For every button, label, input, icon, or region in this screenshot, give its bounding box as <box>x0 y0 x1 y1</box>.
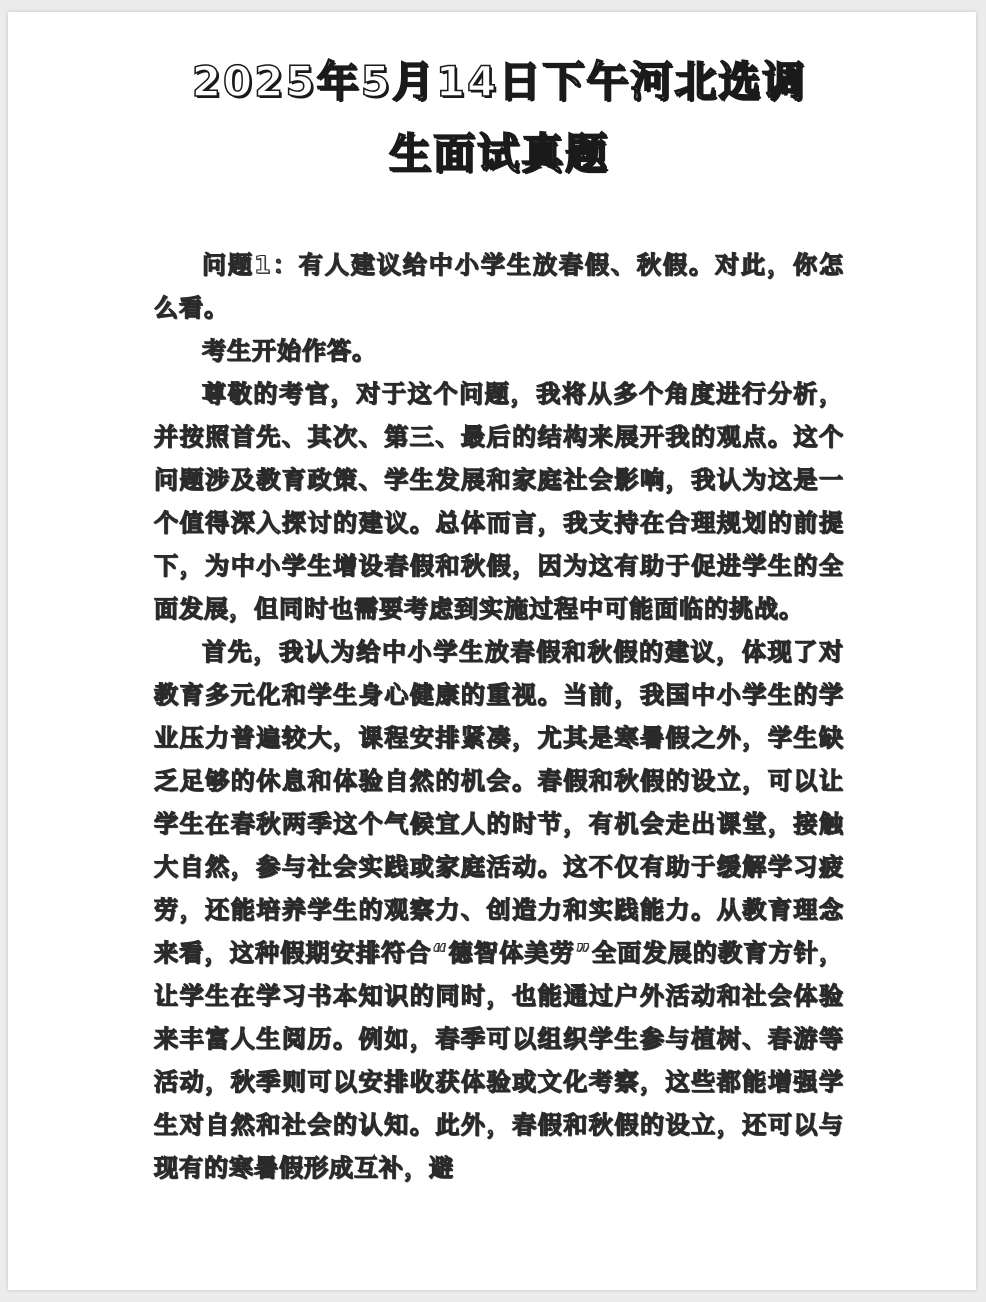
question-paragraph: 问题1：有人建议给中小学生放春假、秋假。对此，你怎么看。 <box>154 251 844 322</box>
document-body <box>154 244 844 1190</box>
intro-paragraph: 尊敬的考官，对于这个问题，我将从多个角度进行分析，并按照首先、其次、第三、最后的结构来展开我的观点。这个问题涉及教育政策、学生发展和家庭社会影响，我认为这是一个值得深入探讨的建议。总体而言，我支持在合理规划的前提下，为中小学生增设春假和秋假，因为这有助于促进学生的全面发展，但同时也需要考虑到实施过程中可能面临的挑战。 <box>154 380 844 623</box>
document-title-line1: 2025年5月14日下午河北选调 <box>191 57 807 106</box>
document-page <box>8 12 976 1290</box>
document-content <box>154 12 844 1190</box>
answer-start-paragraph: 考生开始作答。 <box>202 337 377 365</box>
first-point-paragraph: 首先，我认为给中小学生放春假和秋假的建议，体现了对教育多元化和学生身心健康的重视。当前，我国中小学生的学业压力普遍较大，课程安排紧凑，尤其是寒暑假之外，学生缺乏足够的休息和体验自然的机会。春假和秋假的设立，可以让学生在春秋两季这个气候宜人的时节，有机会走出课堂，接触大自然，参与社会实践或家庭活动。这不仅有助于缓解学习疲劳，还能培养学生的观察力、创造力和实践能力。从教育理念来看，这种假期安排符合“德智体美劳”全面发展的教育方针，让学生在学习书本知识的同时，也能通过户外活动和社会体验来丰富人生阅历。例如，春季可以组织学生参与植树、春游等活动，秋季则可以安排收获体验或文化考察，这些都能增强学生对自然和社会的认知。此外，春假和秋假的设立，还可以与现有的寒暑假形成互补，避 <box>154 638 844 1182</box>
document-title-line2: 生面试真题 <box>388 129 609 178</box>
